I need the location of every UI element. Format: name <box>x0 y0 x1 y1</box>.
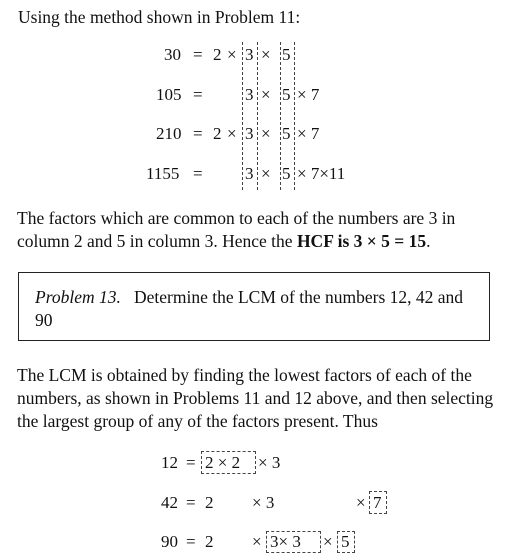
factor: 7 <box>373 493 382 512</box>
column-divider <box>242 42 243 190</box>
equals-sign: = <box>193 164 203 183</box>
lcm-number: 90 <box>161 532 178 551</box>
times-sign: × <box>323 532 333 551</box>
remaining-factors: × 7 <box>297 85 320 104</box>
equals-sign: = <box>186 532 196 551</box>
intro-text: Using the method shown in Problem 11: <box>18 7 301 27</box>
factor: 3 <box>245 124 254 143</box>
hcf-number: 1155 <box>146 164 180 183</box>
remaining-factors: × 7 <box>297 124 320 143</box>
hcf-paragraph-end: . <box>426 231 431 251</box>
times-sign: × <box>227 45 237 64</box>
times-sign: × <box>227 124 237 143</box>
column-divider <box>280 42 281 190</box>
factor: 5 <box>282 164 291 183</box>
factor-group: 2 <box>205 493 214 512</box>
factor-group: 2 <box>205 532 214 551</box>
equals-sign: = <box>193 45 203 64</box>
factor: 2 <box>213 45 222 64</box>
hcf-number: 210 <box>156 124 182 143</box>
times-sign: × <box>261 85 271 104</box>
times-sign: × <box>261 164 271 183</box>
equals-sign: = <box>186 453 196 472</box>
times-sign: × <box>261 45 271 64</box>
hcf-paragraph <box>17 207 499 253</box>
factor: 2 <box>213 124 222 143</box>
problem-label: Problem 13. <box>35 287 121 307</box>
factor: 5 <box>282 124 291 143</box>
hcf-number: 105 <box>156 85 182 104</box>
factor: 5 <box>282 45 291 64</box>
factor: 3 <box>245 45 254 64</box>
lcm-number: 42 <box>161 493 178 512</box>
lcm-paragraph: The LCM is obtained by finding the lowest factors of each of the numbers, as shown in Problems 11 and 12 above, and then selecting the largest group of any of the factors present. Thus <box>17 365 494 431</box>
hcf-number: 30 <box>164 45 181 64</box>
column-divider <box>257 42 258 190</box>
factor: 5 <box>282 85 291 104</box>
equals-sign: = <box>186 493 196 512</box>
remaining-factors: × 3 <box>258 453 281 472</box>
equals-sign: = <box>193 85 203 104</box>
equals-sign: = <box>193 124 203 143</box>
column-divider <box>294 42 295 190</box>
remaining-factors: × 7×11 <box>297 164 346 183</box>
factor-group: 3× 3 <box>270 532 301 551</box>
times-sign: × <box>252 532 262 551</box>
problem-statement <box>35 286 480 332</box>
hcf-paragraph-text: The factors which are common to each of the numbers are 3 in column 2 and 5 in column 3. Hence the <box>17 208 456 251</box>
remaining-factors: × 3 <box>252 493 275 512</box>
problem-text: Determine the LCM of the numbers 12, 42 and 90 <box>35 287 464 330</box>
factor-group: 2 × 2 <box>205 453 241 472</box>
factor: 5 <box>341 532 350 551</box>
factor: 3 <box>245 85 254 104</box>
times-sign: × <box>261 124 271 143</box>
times-sign: × <box>356 493 366 512</box>
lcm-number: 12 <box>161 453 178 472</box>
problem-box <box>18 272 490 341</box>
hcf-result: HCF is 3 × 5 = 15 <box>296 231 427 251</box>
factor: 3 <box>245 164 254 183</box>
